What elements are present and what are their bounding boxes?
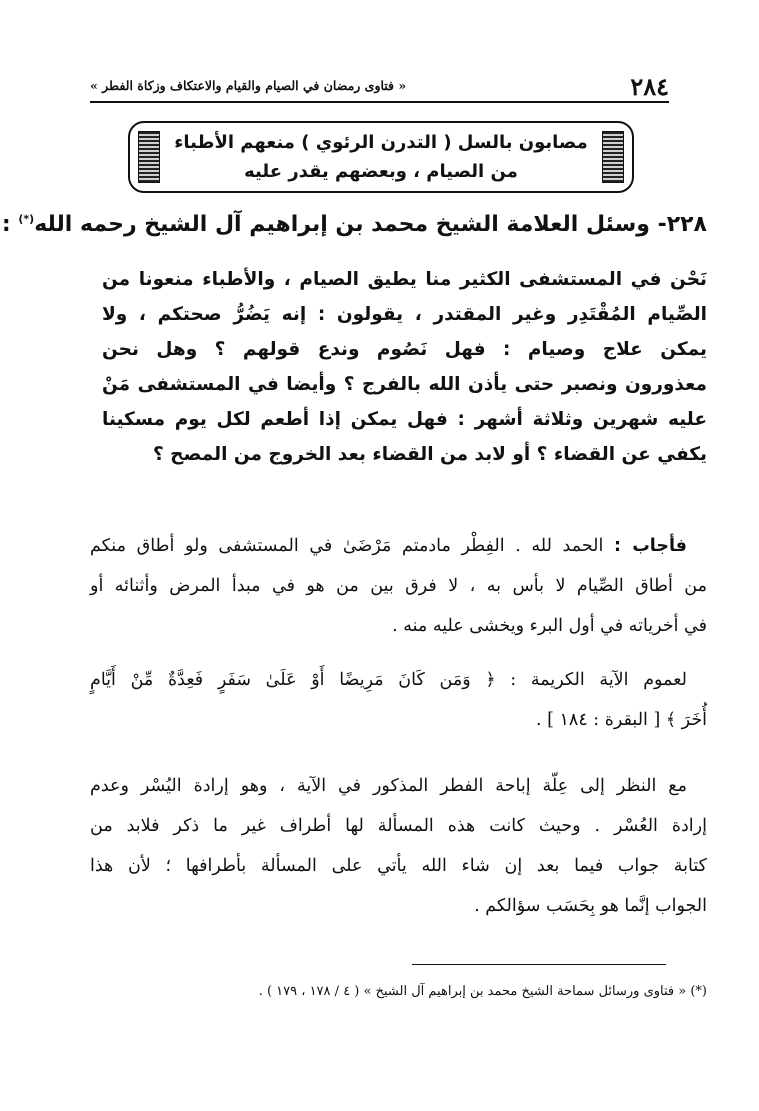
question-line: معذورون ونصبر حتى يأذن الله بالفرج ؟ وأيضا في المستشفى مَنْ: [102, 374, 707, 395]
answer-line: أُخَرَ ﴾ [ البقرة : ١٨٤ ] .: [536, 710, 707, 730]
question-line: الصِّيام المُقْتَدِر وغير المقتدر ، يقولون : إنه يَضُرُّ صحتكم ، ولا: [102, 304, 707, 325]
question-line: يكفي عن القضاء ؟ أو لابد من القضاء بعد الخروج من المصح ؟: [153, 444, 707, 465]
page-number: ٢٨٤: [630, 72, 669, 101]
running-title: « فتاوى رمضان في الصيام والقيام والاعتكاف وزكاة الفطر »: [90, 78, 407, 93]
answer-paragraph-3: [90, 766, 707, 926]
footnote: (*) « فتاوى ورسائل سماحة الشيخ محمد بن إبراهيم آل الشيخ » ( ٤ / ١٧٨ ، ١٧٩ ) .: [258, 984, 707, 999]
answer-line: مع النظر إلى عِلّة إباحة الفطر المذكور في الآية ، وهو إرادة اليُسْر وعدم: [90, 776, 687, 796]
answer-line: كتابة جواب فيما بعد إن شاء الله يأتي على المسألة بأطرافها ؛ لأن هذا: [90, 856, 707, 876]
footnote-marker: (*): [18, 212, 35, 226]
frame-ornament-right: [602, 131, 624, 183]
frame-ornament-left: [138, 131, 160, 183]
answer-paragraph-2: [90, 660, 707, 740]
footnote-rule: [412, 964, 666, 965]
question-heading: [1, 212, 707, 237]
question-heading-text: وسئل العلامة الشيخ محمد بن إبراهيم آل الشيخ رحمه الله: [34, 212, 650, 237]
answer-line: الحمد لله . الفِطْر مادمتم مَرْضَىٰ في المستشفى ولو أطاق منكم: [90, 536, 604, 556]
answer-line: الجواب إنَّما هو بِحَسَب سؤالكم .: [474, 896, 707, 916]
answer-line: من أطاق الصِّيام لا بأس به ، لا فرق بين من هو في مبدأ المرض وأثنائه أو: [90, 576, 707, 596]
page-header: [90, 74, 669, 104]
header-rule: [90, 101, 669, 103]
answer-line: إرادة العُسْر . وحيث كانت هذه المسألة لها أطراف غير ما ذكر فلابد من: [90, 816, 707, 836]
question-number: ٢٢٨-: [657, 212, 707, 237]
answer-line: في أخرياته في أول البرء ويخشى عليه منه .: [392, 616, 707, 636]
question-line: نَحْن في المستشفى الكثير منا يطيق الصيام ، والأطباء منعونا من: [102, 269, 707, 290]
answer-label: فأجاب :: [614, 536, 687, 556]
title-line-1: مصابون بالسل ( التدرن الرئوي ) منعهم الأطباء: [174, 132, 588, 153]
title-box: [128, 121, 634, 193]
question-line: يمكن علاج وصيام : فهل نَصُوم وندع قولهم ؟ وهل نحن: [102, 339, 707, 360]
heading-colon: :: [1, 212, 11, 237]
question-line: عليه شهرين وثلاثة أشهر : فهل يمكن إذا أطعم لكل يوم مسكينا: [102, 409, 707, 430]
title-line-2: من الصيام ، وبعضهم يقدر عليه: [244, 161, 518, 182]
question-text: [102, 262, 707, 472]
answer-line: لعموم الآية الكريمة : ﴿ وَمَن كَانَ مَرِيضًا أَوْ عَلَىٰ سَفَرٍ فَعِدَّةٌ مِّنْ أَيَّامٍ: [90, 670, 687, 690]
answer-paragraph-1: [90, 526, 707, 646]
